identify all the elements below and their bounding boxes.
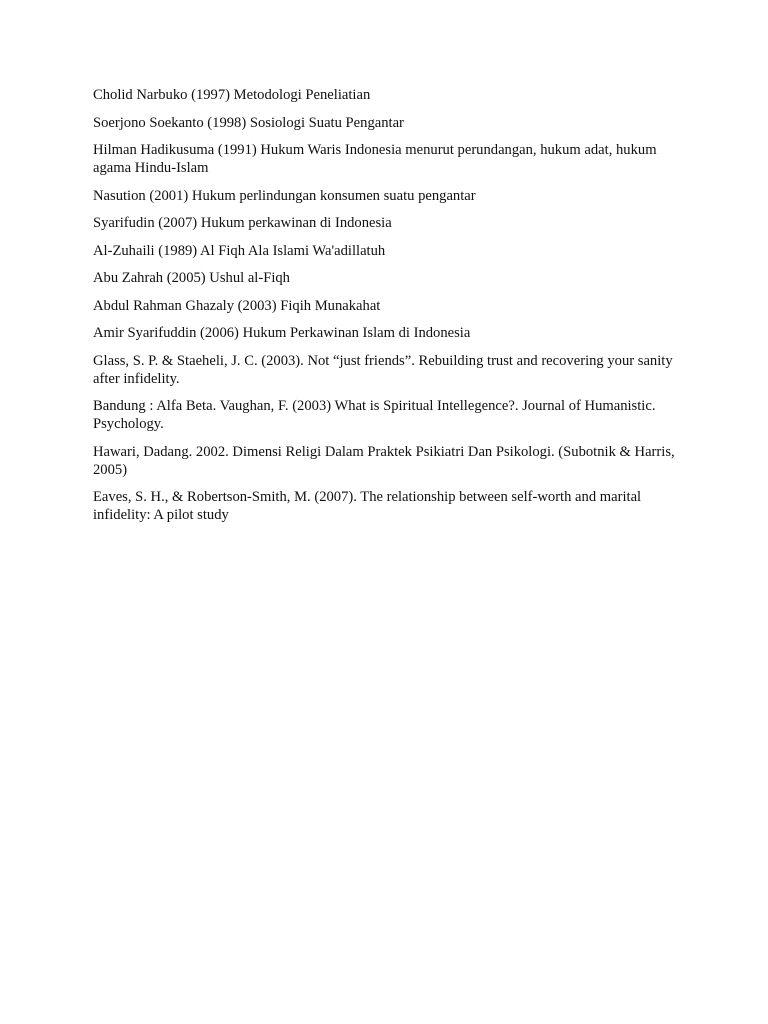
reference-item: Eaves, S. H., & Robertson-Smith, M. (2007). The relationship between self-worth and marital infidelity: A pilot study [93, 489, 642, 523]
reference-item: Hawari, Dadang. 2002. Dimensi Religi Dalam Praktek Psikiatri Dan Psikologi. (Subotnik & Harris, 2005) [93, 443, 675, 478]
reference-item: Cholid Narbuko (1997) Metodologi Peneliatian [93, 87, 371, 103]
reference-item: Abu Zahrah (2005) Ushul al-Fiqh [93, 270, 290, 286]
reference-item: Hilman Hadikusuma (1991) Hukum Waris Indonesia menurut perundangan, hukum adat, hukum agama Hindu-Islam [93, 142, 657, 176]
reference-list [93, 86, 683, 534]
reference-item: Glass, S. P. & Staeheli, J. C. (2003). Not “just friends”. Rebuilding trust and recovering your sanity after infidelity. [93, 352, 673, 387]
reference-item: Soerjono Soekanto (1998) Sosiologi Suatu Pengantar [93, 114, 404, 131]
reference-item: Nasution (2001) Hukum perlindungan konsumen suatu pengantar [93, 187, 476, 204]
reference-item: Abdul Rahman Ghazaly (2003) Fiqih Munakahat [93, 297, 381, 314]
reference-item: Bandung : Alfa Beta. Vaughan, F. (2003) What is Spiritual Intellegence?. Journal of Humanistic. Psychology. [93, 398, 656, 432]
reference-item: Amir Syarifuddin (2006) Hukum Perkawinan Islam di Indonesia [93, 325, 471, 341]
reference-item: Syarifudin (2007) Hukum perkawinan di Indonesia [93, 215, 392, 231]
reference-item: Al-Zuhaili (1989) Al Fiqh Ala Islami Wa'adillatuh [93, 242, 386, 259]
